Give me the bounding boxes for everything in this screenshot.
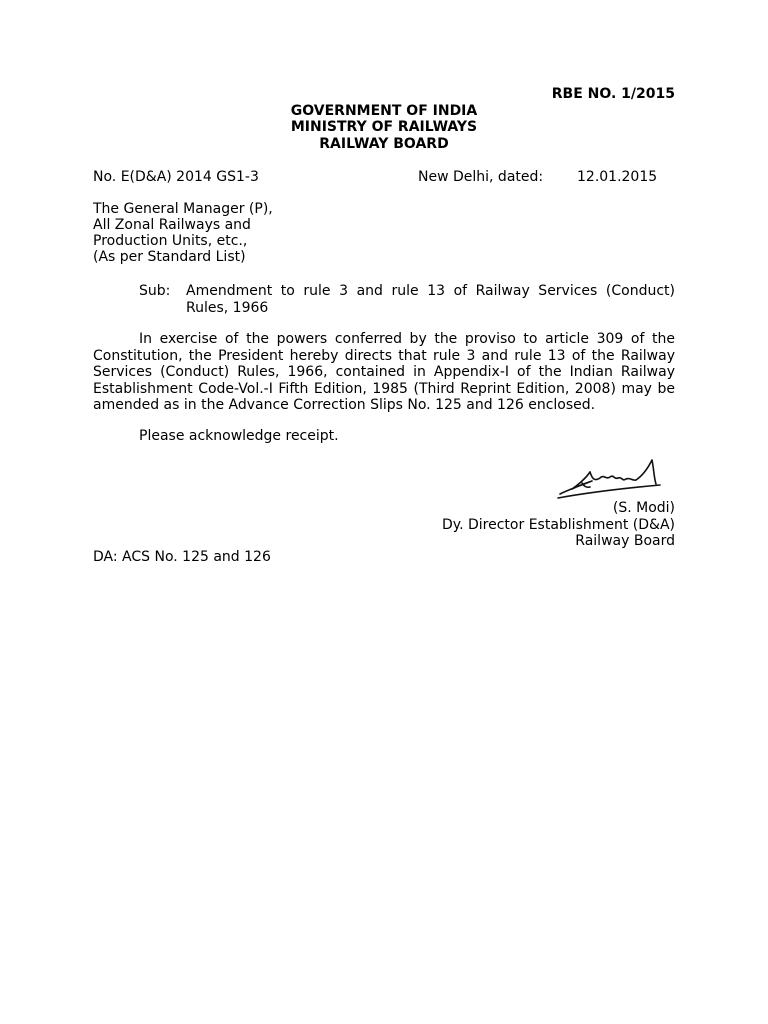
acknowledgement-request: Please acknowledge receipt.	[139, 428, 339, 444]
reference-number: No. E(D&A) 2014 GS1-3	[93, 169, 259, 185]
enclosure-note: DA: ACS No. 125 and 126	[93, 549, 271, 565]
signatory-designation: Dy. Director Establishment (D&A)	[442, 517, 675, 533]
body-paragraph: In exercise of the powers conferred by the proviso to article 309 of the Constitution, the President hereby directs that rule 3 and rule 13 of the Railway Services (Conduct) Rules, 1966, contained in Appendix-I of the Indian Railway Establishment Code-Vol.-I Fifth Edition, 1985 (Third Reprint Edition, 2008) may be amended as in the Advance Correction Slips No. 125 and 126 enclosed.	[93, 331, 675, 413]
addressee-line: Production Units, etc.,	[93, 233, 248, 249]
header-board: RAILWAY BOARD	[319, 136, 449, 152]
addressee-line: All Zonal Railways and	[93, 217, 251, 233]
handwritten-signature	[556, 456, 666, 502]
subject-text: Amendment to rule 3 and rule 13 of Railway Services (Conduct) Rules, 1966	[186, 283, 675, 316]
letter-date: 12.01.2015	[577, 169, 658, 185]
header-government: GOVERNMENT OF INDIA	[290, 103, 478, 119]
rbe-number: RBE NO. 1/2015	[551, 86, 675, 102]
addressee-line: (As per Standard List)	[93, 249, 246, 265]
header-ministry: MINISTRY OF RAILWAYS	[290, 119, 478, 135]
place-date-label: New Delhi, dated:	[418, 169, 544, 185]
signatory-name: (S. Modi)	[612, 500, 675, 516]
signatory-office: Railway Board	[575, 533, 675, 549]
addressee-line: The General Manager (P),	[93, 201, 273, 217]
subject-label: Sub:	[139, 283, 171, 299]
